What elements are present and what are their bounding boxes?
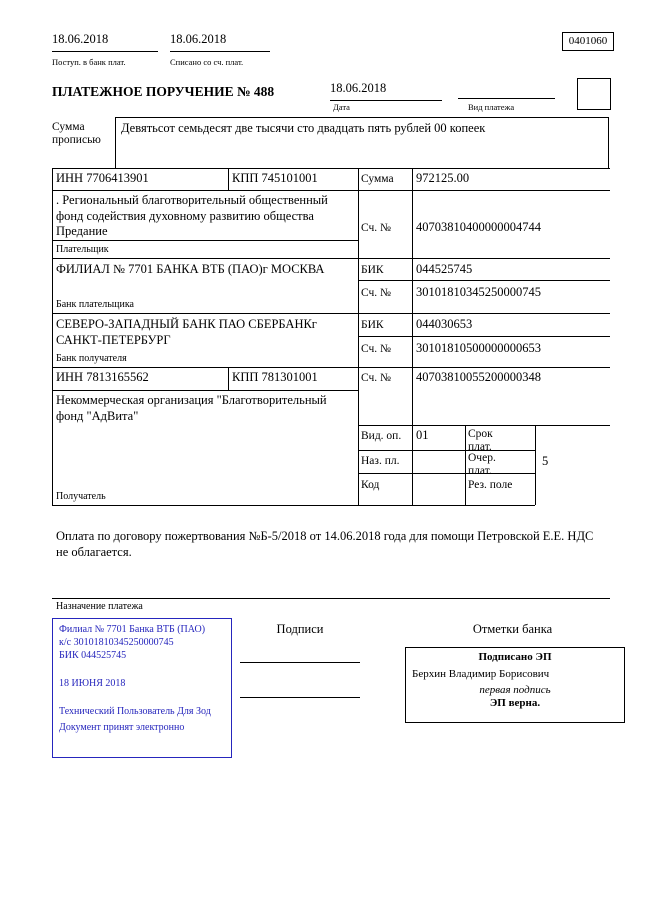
- payee-name: Некоммерческая организация "Благотворительный фонд "АдВита": [56, 393, 327, 423]
- payment-type-label: Вид платежа: [468, 102, 515, 112]
- document-date: 18.06.2018: [330, 81, 442, 101]
- payee-bank-bik-label: БИК: [361, 319, 384, 331]
- payee-caption: Получатель: [56, 491, 106, 502]
- payer-account-label: Сч. №: [361, 222, 392, 234]
- bank-stamp-box: [52, 618, 232, 758]
- grid-line: [358, 450, 535, 451]
- priority-value: 5: [542, 454, 549, 468]
- payee-inn: ИНН 7813165562: [56, 370, 149, 384]
- status-code-box: [577, 78, 611, 110]
- signature-title: Подписано ЭП: [478, 651, 552, 663]
- signer-name: Берхин Владимир Борисович: [412, 667, 550, 680]
- grid-line: [358, 336, 610, 337]
- payee-kpp: КПП 781301001: [232, 370, 318, 384]
- amount-words-box: Девятьсот семьдесят две тысячи сто двадцать пять рублей 00 копеек: [115, 117, 609, 168]
- debited-date: 18.06.2018: [170, 32, 270, 52]
- amount-words-label: Сумма прописью: [52, 121, 101, 146]
- document-date-label: Дата: [333, 102, 350, 112]
- grid-line: [358, 280, 610, 281]
- payer-name: . Региональный благотворительный общественный фонд содействия духовному развитию общества Предание: [56, 193, 328, 238]
- grid-line: [228, 168, 229, 190]
- signatures-label: Подписи: [276, 622, 324, 636]
- signature-line: [240, 662, 360, 663]
- amount-label: Сумма: [361, 173, 394, 185]
- grid-line: [52, 168, 53, 505]
- payee-bank-bik: 044030653: [416, 317, 473, 331]
- form-code-box: 0401060: [562, 32, 614, 51]
- debited-date-label: Списано со сч. плат.: [170, 57, 244, 67]
- payer-inn: ИНН 7706413901: [56, 171, 149, 185]
- payee-bank-name: СЕВЕРО-ЗАПАДНЫЙ БАНК ПАО СБЕРБАНКг САНКТ-ПЕТЕРБУРГ: [56, 317, 317, 347]
- grid-line: [52, 367, 610, 368]
- op-type-value: 01: [416, 428, 429, 442]
- payer-bank-bik-label: БИК: [361, 264, 384, 276]
- payer-bank-name: ФИЛИАЛ № 7701 БАНКА ВТБ (ПАО)г МОСКВА: [56, 262, 325, 276]
- grid-line: [52, 313, 610, 314]
- signature-verified: ЭП верна.: [489, 697, 541, 710]
- payee-account: 40703810055200000348: [416, 370, 541, 384]
- received-date: 18.06.2018: [52, 32, 158, 52]
- due-date-label: Срок плат.: [468, 428, 493, 453]
- payer-account: 40703810400000004744: [416, 220, 541, 234]
- payee-bank-caption: Банк получателя: [56, 353, 127, 364]
- amount-value: 972125.00: [416, 171, 470, 185]
- stamp-date: 18 ИЮНЯ 2018: [59, 678, 126, 689]
- grid-line: [412, 168, 413, 505]
- stamp-bank-name: Филиал № 7701 Банка ВТБ (ПАО): [59, 624, 206, 635]
- grid-line: [52, 598, 610, 599]
- payer-bank-account: 30101810345250000745: [416, 285, 541, 299]
- grid-line: [465, 425, 466, 505]
- payee-account-label: Сч. №: [361, 372, 392, 384]
- payer-kpp: КПП 745101001: [232, 171, 318, 185]
- stamp-user: Технический Пользователь Для Зод: [59, 706, 211, 717]
- electronic-signature-box: [405, 647, 625, 723]
- grid-line: [358, 168, 359, 505]
- payment-purpose-caption: Назначение платежа: [56, 601, 143, 612]
- grid-line: [52, 505, 535, 506]
- payment-type-field: [458, 81, 555, 99]
- grid-line: [358, 473, 535, 474]
- grid-line: [358, 425, 610, 426]
- grid-line: [52, 240, 358, 241]
- purpose-code-label: Наз. пл.: [361, 455, 400, 467]
- document-title: ПЛАТЕЖНОЕ ПОРУЧЕНИЕ № 488: [52, 84, 275, 99]
- op-type-label: Вид. оп.: [361, 430, 402, 442]
- received-date-label: Поступ. в банк плат.: [52, 57, 126, 67]
- signature-line: [240, 697, 360, 698]
- reserve-label: Рез. поле: [468, 479, 513, 491]
- grid-line: [228, 367, 229, 390]
- stamp-corr-account: к/с 30101810345250000745: [59, 637, 174, 648]
- payee-bank-account-label: Сч. №: [361, 343, 392, 355]
- stamp-note: Документ принят электронно: [59, 722, 185, 733]
- payer-bank-bik: 044525745: [416, 262, 473, 276]
- code-label: Код: [361, 479, 380, 491]
- priority-label: Очер. плат.: [468, 452, 496, 477]
- payer-bank-caption: Банк плательщика: [56, 299, 134, 310]
- payer-caption: Плательщик: [56, 244, 109, 255]
- grid-line: [52, 168, 610, 169]
- grid-line: [52, 190, 610, 191]
- grid-line: [52, 390, 358, 391]
- stamp-bik: БИК 044525745: [59, 650, 127, 661]
- grid-line: [535, 425, 536, 505]
- grid-line: [52, 258, 610, 259]
- payment-purpose-text: Оплата по договору пожертвования №Б-5/2018 от 14.06.2018 года для помощи Петровской Е.Е. НДС не облагается.: [56, 529, 594, 559]
- bank-marks-label: Отметки банка: [472, 622, 553, 636]
- payee-bank-account: 30101810500000000653: [416, 341, 541, 355]
- payer-bank-account-label: Сч. №: [361, 287, 392, 299]
- signature-kind: первая подпись: [479, 683, 551, 696]
